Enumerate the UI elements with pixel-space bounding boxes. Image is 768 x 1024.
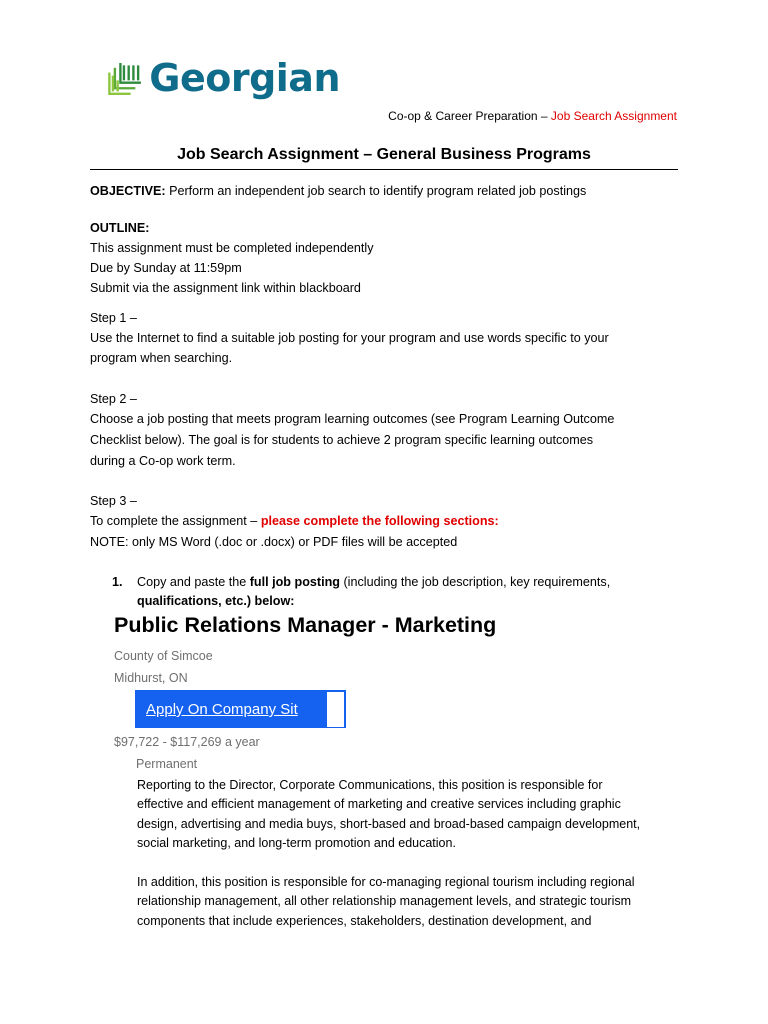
course-name: Co-op & Career Preparation [388,109,538,123]
job-salary: $97,722 - $117,269 a year [114,735,260,749]
job-company: County of Simcoe [114,649,213,663]
step-text: To complete the assignment – please complete the following sections: [90,514,499,528]
step-text: Choose a job posting that meets program learning outcomes (see Program Learning Outcome [90,412,615,426]
list-item: Copy and paste the full job posting (including the job description, key requirements, qualifications, etc.) below: [137,575,611,608]
step-text: program when searching. [90,351,233,365]
outline-label: OUTLINE: [90,221,150,235]
step-text: Use the Internet to find a suitable job posting for your program and use words specific to your [90,331,609,345]
step-heading: Step 1 – [90,311,137,325]
list-item-number: 1. [112,575,123,589]
objective-label: OBJECTIVE: [90,184,166,198]
job-title: Public Relations Manager - Marketing [114,613,497,637]
job-location: Midhurst, ON [114,671,188,685]
step-heading: Step 2 – [90,392,137,406]
objective-line [90,181,586,202]
objective-text: Perform an independent job search to identify program related job postings [165,184,587,198]
highlighted-instruction: please complete the following sections: [260,514,499,528]
title-divider [90,169,678,170]
apply-on-company-site-button[interactable] [135,690,346,728]
page-title: Job Search Assignment – General Business Programs [177,146,591,163]
job-description-paragraph: In addition, this position is responsible for co-managing regional tourism including regional relationship management, all other relationship management levels, and strategic tourism components that include experiences, stakeholders, destination development, and [137,875,635,928]
job-type: Permanent [136,757,198,771]
job-description-paragraph: Reporting to the Director, Corporate Communications, this position is responsible for effective and efficient management of marketing and creative services including graphic design, advertising and media buys, short-based and broad-based campaign development, social marketing, and long-term promotion and education. [137,778,641,850]
step-text: during a Co-op work term. [90,454,236,468]
georgian-logo [90,47,340,109]
apply-button-label: Apply On Company Sit [146,701,298,718]
step-heading: Step 3 – [90,494,137,508]
outline-line: This assignment must be completed independently [90,241,374,255]
logo-wordmark: Georgian [149,56,340,100]
step-text: Checklist below). The goal is for students to achieve 2 program specific learning outcomes [90,433,594,447]
outline-line: Due by Sunday at 11:59pm [90,261,242,275]
outline-line: Submit via the assignment link within blackboard [90,281,361,295]
stacked-squares-icon [107,55,143,101]
assignment-name: Job Search Assignment [550,109,677,123]
file-format-note: NOTE: only MS Word (.doc or .docx) or PDF files will be accepted [90,535,458,549]
document-header: Co-op & Career Preparation – Job Search Assignment [388,109,677,123]
button-edge [326,691,345,728]
